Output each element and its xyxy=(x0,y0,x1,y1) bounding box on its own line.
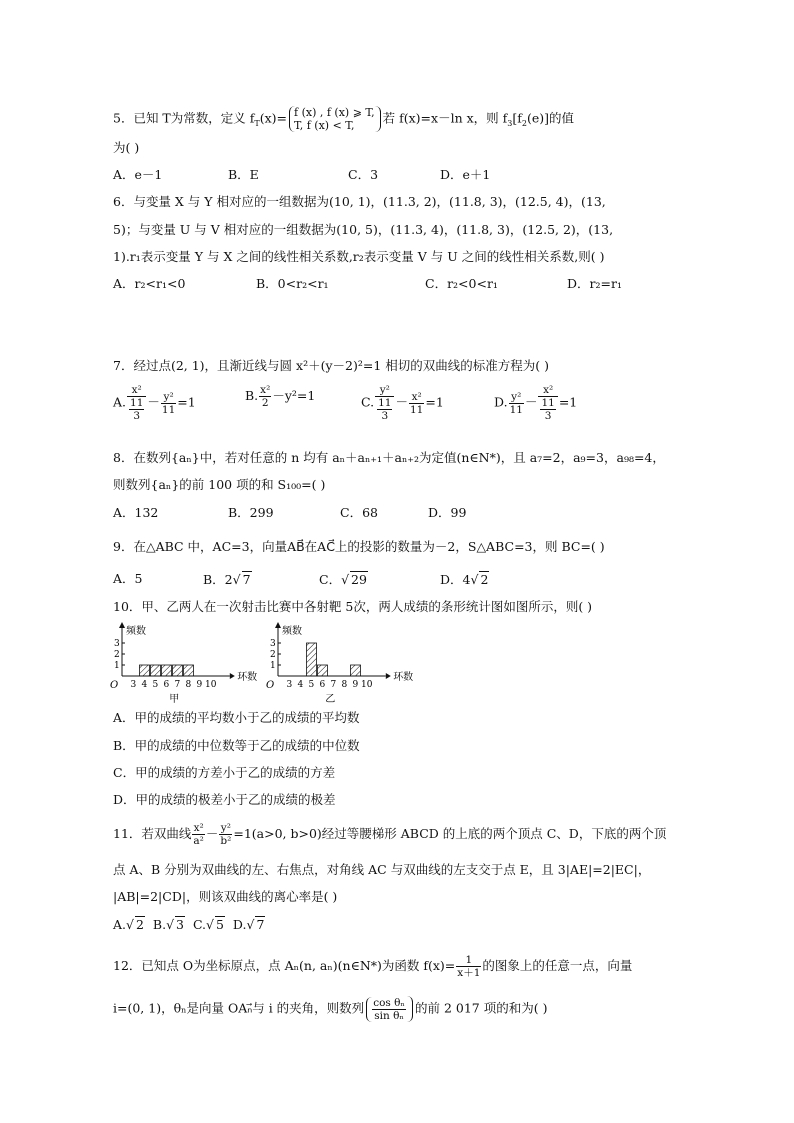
x-tick-label: 9 xyxy=(352,680,359,690)
q9-option-c: C．√ 29 xyxy=(319,572,367,587)
x-axis-label: 环数 xyxy=(237,672,258,683)
q7-d-inner xyxy=(540,397,555,422)
q7-d-label: D. xyxy=(494,394,508,410)
x-tick-label: 4 xyxy=(297,680,304,690)
q6-option-d: D．r₂=r₁ xyxy=(567,276,622,291)
q7-c-den2: 11 xyxy=(409,403,424,416)
q8-option-b: B．299 xyxy=(228,505,274,520)
q11-b2: b² xyxy=(220,835,232,847)
q7-c-den xyxy=(375,397,394,422)
q5-line1 xyxy=(113,106,574,132)
bar xyxy=(318,665,328,676)
q10-option-a: A．甲的成绩的平均数小于乙的成绩的平均数 xyxy=(113,710,360,725)
q5-text-d: [f xyxy=(512,110,522,126)
q5-sub-2: 2 xyxy=(521,119,527,128)
q7-c-num: y² xyxy=(375,384,394,397)
q12-text-a: 12．已知点 O为坐标原点，点 Aₙ(n, aₙ)(n∈N*)为函数 f(x)= xyxy=(113,958,456,973)
q11-a-label: A. xyxy=(113,917,127,932)
q5-sub-3: 3 xyxy=(507,119,513,128)
q11-a2: a² xyxy=(193,835,204,847)
q7-c-num2: x² xyxy=(409,391,424,404)
bar xyxy=(140,665,150,676)
bar xyxy=(351,665,361,676)
q7-d-frac2 xyxy=(538,384,557,422)
x-axis-arrow xyxy=(386,673,391,679)
bar-chart-yi xyxy=(264,620,424,706)
q12-text-b: 的图象上的任意一点，向量 xyxy=(482,958,633,973)
y-axis-label: 频数 xyxy=(126,626,146,637)
q7-option-b xyxy=(245,384,315,409)
q11-text-b: =1(a>0, b>0)经过等腰梯形 ABCD 的上底的两个顶点 C、D，下底的两个顶 xyxy=(233,826,667,841)
q9-option-a: A．5 xyxy=(113,571,143,586)
q11-a-radicand: 2 xyxy=(135,917,144,932)
q7-c-eq: =1 xyxy=(425,394,444,410)
q8-line2: 则数列{aₙ}的前 100 项的和 S₁₀₀=( ) xyxy=(113,477,326,492)
q7-c-inner-num: 11 xyxy=(378,397,392,409)
y-axis-label: 频数 xyxy=(282,626,302,637)
q7-d-frac1 xyxy=(509,391,524,416)
q7-a-frac2 xyxy=(161,391,176,416)
q12-text-c: i=(0, 1)，θₙ是向量 OAₙ⃗与 i 的夹角，则数列 xyxy=(113,1000,365,1016)
x-tick-label: 5 xyxy=(152,680,159,690)
x-tick-label: 10 xyxy=(361,680,373,690)
q12-line1 xyxy=(113,954,632,979)
q11-b-label: B. xyxy=(152,917,167,932)
q7-option-c xyxy=(361,384,444,422)
q10-option-d: D．甲的成绩的极差小于乙的成绩的极差 xyxy=(113,792,336,807)
q7-d-inner-den: 3 xyxy=(544,410,552,422)
y-axis-arrow xyxy=(275,622,281,628)
q7-a-eq: =1 xyxy=(177,394,196,410)
x-tick-label: 5 xyxy=(308,680,315,690)
y-axis-arrow xyxy=(119,622,125,628)
q7-b-num: x² xyxy=(260,384,271,396)
origin-label: O xyxy=(110,680,119,691)
q7-b-den: 2 xyxy=(261,397,269,409)
q11-line3: |AB|=2|CD|，则该双曲线的离心率是( ) xyxy=(113,889,338,904)
q7-b-label: B. xyxy=(245,388,259,403)
x-tick-label: 3 xyxy=(130,680,137,690)
q7-c-label: C. xyxy=(361,394,375,410)
q8-option-a: A．132 xyxy=(113,505,159,520)
q7-b-frac xyxy=(259,384,271,409)
q7-line1: 7．经过点(2, 1)，且渐近线与圆 x²＋(y－2)²=1 相切的双曲线的标准方程为( ) xyxy=(113,358,549,373)
q11-line2: 点 A、B 分别为双曲线的左、右焦点，对角线 AC 与双曲线的左支交于点 E，且 3|AE|=2|EC|， xyxy=(113,862,651,877)
q7-a-minus: － xyxy=(147,394,160,410)
x-tick-label: 7 xyxy=(330,680,337,690)
q10-line1: 10．甲、乙两人在一次射击比赛中各射靶 5次，两人成绩的条形统计图如图所示，则( ) xyxy=(113,599,593,614)
q11-d-label: D. xyxy=(232,917,247,932)
q7-d-inner-num: 11 xyxy=(541,397,555,409)
q12-seq-bot: sin θₙ xyxy=(374,1009,404,1022)
q8-option-d: D．99 xyxy=(428,505,467,520)
q7-b-rest: －y²=1 xyxy=(272,388,316,403)
q5-brace-right xyxy=(375,106,381,132)
q5-option-a: A．e－1 xyxy=(113,167,163,182)
q11-x2: x² xyxy=(193,822,204,834)
bar xyxy=(151,665,161,676)
q7-a-den xyxy=(127,397,146,422)
q7-d-den: 11 xyxy=(509,403,523,416)
q7-a-inner-num: 11 xyxy=(130,397,144,409)
q7-d-den2 xyxy=(538,397,557,422)
q11-c-radicand: 5 xyxy=(216,917,224,932)
q9-d-label: D．4 xyxy=(440,572,471,587)
bar xyxy=(173,665,183,676)
q12-seq-frac xyxy=(372,997,406,1022)
q6-line2: 5)；与变量 U 与 V 相对应的一组数据为(10, 5)，(11.3, 4)，(11.8, 3)，(12.5, 2)，(13, xyxy=(113,222,614,237)
q5-line2: 为( ) xyxy=(113,140,140,155)
q11-y2: y² xyxy=(220,822,231,834)
y-tick-label: 3 xyxy=(114,639,120,649)
q11-text-a: 11．若双曲线 xyxy=(113,826,192,841)
q6-option-c: C．r₂<0<r₁ xyxy=(425,276,498,291)
q7-a-num2: y² xyxy=(161,391,176,404)
bar xyxy=(307,643,317,676)
q12-sequence xyxy=(366,997,407,1022)
x-tick-label: 7 xyxy=(174,680,181,690)
q12-brace-right xyxy=(407,996,413,1022)
q7-option-d xyxy=(494,384,577,422)
q7-a-frac1 xyxy=(127,384,146,422)
y-tick-label: 2 xyxy=(114,650,120,660)
q7-d-num2: x² xyxy=(538,384,557,397)
q5-text-c: 若 f(x)=x－ln x，则 f xyxy=(382,110,508,126)
q5-text-b: (x)= xyxy=(259,110,287,126)
q9-option-d: D．4√ 2 xyxy=(440,572,489,587)
q5-text-a: 5．已知 T为常数，定义 f xyxy=(113,110,255,126)
q7-d-num: y² xyxy=(509,391,524,404)
x-tick-label: 10 xyxy=(205,680,217,690)
q5-case2: T, f (x) < T, xyxy=(294,119,355,132)
q9-c-radicand: 29 xyxy=(351,572,367,587)
q10-option-b: B．甲的成绩的中位数等于乙的成绩的中位数 xyxy=(113,738,360,753)
q7-d-minus: － xyxy=(524,394,538,410)
bar xyxy=(184,665,194,676)
q5-option-b: B．E xyxy=(228,167,259,182)
x-tick-label: 6 xyxy=(319,680,326,690)
y-tick-label: 1 xyxy=(270,661,276,671)
q7-c-frac2 xyxy=(409,391,424,416)
chart-caption: 乙 xyxy=(325,694,336,705)
q6-line3: 1).r₁表示变量 Y 与 X 之间的线性相关系数,r₂表示变量 V 与 U 之间的线性相关系数,则( ) xyxy=(113,249,605,264)
y-tick-label: 2 xyxy=(270,650,276,660)
q9-c-label: C． xyxy=(319,572,342,587)
q7-c-inner xyxy=(377,397,392,422)
q11-d-radicand: 7 xyxy=(256,917,265,932)
q11-line1: 11．若双曲线 $\frac{\text{x²}}{\text{a²}}$ － $\frac{\text{y²}}{\text{b²}}$ =1(a>0, b>0)经过等腰梯形 ABCD 的上底的两个顶点 C、D，下底的两个顶 xyxy=(113,822,667,847)
y-tick-label: 1 xyxy=(114,661,120,671)
q11-c-label: C. xyxy=(192,917,207,932)
q9-d-radicand: 2 xyxy=(480,572,489,587)
q12-num: 1 xyxy=(456,954,481,967)
q5-case1: f (x) , f (x) ⩾ T, xyxy=(294,106,375,119)
y-tick-label: 3 xyxy=(270,639,276,649)
q5-text-e: (e)]的值 xyxy=(526,110,574,126)
q7-c-frac1 xyxy=(375,384,394,422)
x-tick-label: 4 xyxy=(141,680,148,690)
q5-sub-t: T xyxy=(254,119,260,128)
q12-text-d: 的前 2 017 项的和为( ) xyxy=(414,1000,548,1016)
x-axis-arrow xyxy=(230,673,235,679)
x-tick-label: 8 xyxy=(341,680,348,690)
q7-d-eq: =1 xyxy=(558,394,578,410)
q7-a-inner-den: 3 xyxy=(133,410,141,422)
q7-a-num: x² xyxy=(127,384,146,397)
q6-line1: 6．与变量 X 与 Y 相对应的一组数据为(10, 1)，(11.3, 2)，(11.8, 3)，(12.5, 4)，(13, xyxy=(113,194,606,209)
q11-frac-x xyxy=(192,822,204,847)
q10-option-c: C．甲的成绩的方差小于乙的成绩的方差 xyxy=(113,765,336,780)
chart-caption: 甲 xyxy=(169,694,180,705)
q5-option-c: C．3 xyxy=(348,167,379,182)
x-axis-label: 环数 xyxy=(393,672,414,683)
bar xyxy=(162,665,172,676)
q5-piecewise xyxy=(289,106,375,132)
q11-frac-y xyxy=(219,822,232,847)
q9-line1: 9．在△ABC 中，AC=3，向量AB⃗在AC⃗上的投影的数量为－2，S△ABC=3，则 BC=( ) xyxy=(113,539,605,554)
q7-a-den2: 11 xyxy=(161,403,176,416)
x-tick-label: 3 xyxy=(286,680,293,690)
q7-option-a xyxy=(113,384,196,422)
q12-frac xyxy=(456,954,481,979)
q9-option-b: B．2√ 7 xyxy=(203,572,251,587)
x-tick-label: 6 xyxy=(163,680,170,690)
q12-seq-top: cos θₙ xyxy=(373,996,405,1009)
q11-b-radicand: 3 xyxy=(176,917,184,932)
q5-option-d: D．e＋1 xyxy=(440,167,491,182)
q9-b-radicand: 7 xyxy=(242,572,251,587)
q8-line1: 8．在数列{aₙ}中，若对任意的 n 均有 aₙ＋aₙ₊₁＋aₙ₊₂为定值(n∈N*)，且 a₇=2，a₉=3，a₉₈=4， xyxy=(113,450,665,465)
origin-label: O xyxy=(266,680,275,691)
bar-chart-jia xyxy=(108,620,268,706)
q9-b-label: B．2 xyxy=(203,572,233,587)
q7-c-minus: － xyxy=(395,394,408,410)
q6-option-b: B．0<r₂<r₁ xyxy=(256,276,329,291)
q7-a-label: A. xyxy=(113,394,127,410)
q7-a-inner xyxy=(129,397,144,422)
q11-options: A.√ 2 B.√ 3 C.√ 5 D.√ 7 xyxy=(113,917,265,932)
q12-den: x＋1 xyxy=(457,967,481,979)
q7-c-inner-den: 3 xyxy=(381,410,389,422)
q8-option-c: C．68 xyxy=(340,505,378,520)
x-tick-label: 8 xyxy=(185,680,192,690)
x-tick-label: 9 xyxy=(196,680,203,690)
q6-option-a: A．r₂<r₁<0 xyxy=(113,276,186,291)
q12-line2 xyxy=(113,996,547,1022)
